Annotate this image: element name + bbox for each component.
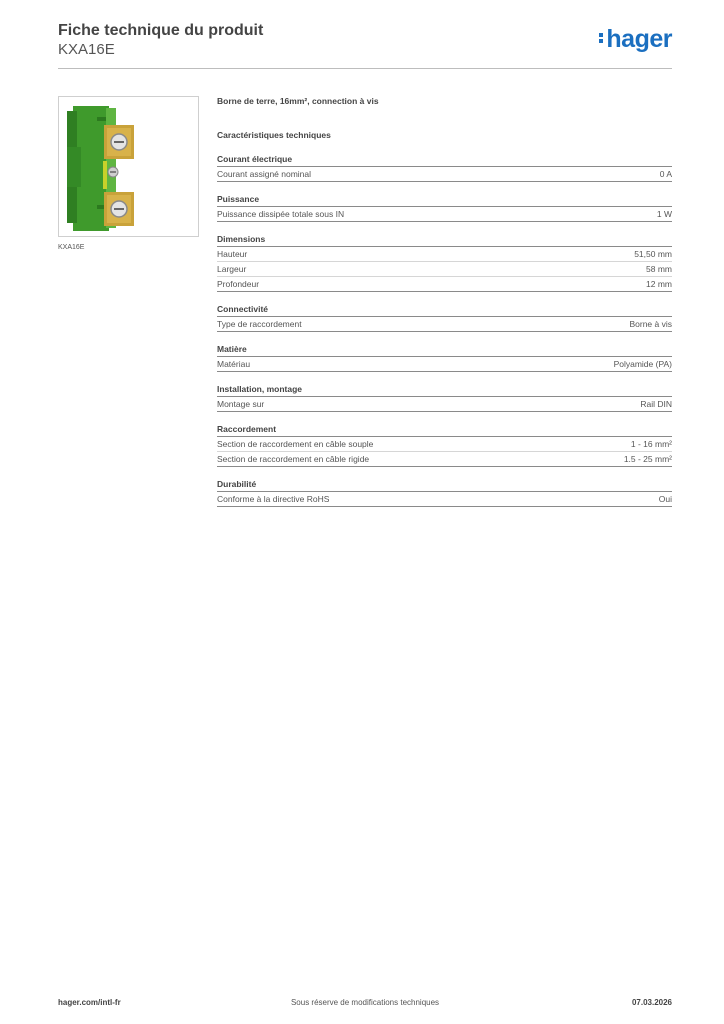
spec-group-title: Connectivité bbox=[217, 303, 672, 317]
spec-group-title: Raccordement bbox=[217, 423, 672, 437]
spec-label: Profondeur bbox=[217, 279, 260, 289]
spec-label: Puissance dissipée totale sous IN bbox=[217, 209, 345, 219]
hager-logo bbox=[599, 25, 672, 54]
spec-value: 1 W bbox=[656, 209, 672, 219]
spec-group-title: Matière bbox=[217, 343, 672, 357]
spec-group bbox=[217, 193, 672, 222]
spec-value: Polyamide (PA) bbox=[613, 359, 672, 369]
spec-value: 51,50 mm bbox=[634, 249, 672, 259]
spec-row bbox=[217, 437, 672, 452]
spec-label: Section de raccordement en câble souple bbox=[217, 439, 374, 449]
spec-value: Borne à vis bbox=[629, 319, 672, 329]
image-caption: KXA16E bbox=[58, 244, 85, 251]
spec-value: Oui bbox=[658, 494, 672, 504]
spec-label: Section de raccordement en câble rigide bbox=[217, 454, 370, 464]
spec-group bbox=[217, 478, 672, 507]
spec-value: 1.5 - 25 mm² bbox=[623, 454, 672, 464]
spec-row bbox=[217, 167, 672, 182]
spec-row bbox=[217, 207, 672, 222]
footer-disclaimer: Sous réserve de modifications techniques bbox=[290, 998, 440, 1007]
spec-row bbox=[217, 317, 672, 332]
spec-label: Courant assigné nominal bbox=[217, 169, 312, 179]
spec-row bbox=[217, 357, 672, 372]
spec-label: Hauteur bbox=[217, 249, 248, 259]
header-divider bbox=[58, 68, 672, 69]
spec-group bbox=[217, 153, 672, 182]
page-header bbox=[58, 21, 672, 69]
logo-dots-icon bbox=[599, 31, 604, 45]
spec-group-title: Installation, montage bbox=[217, 383, 672, 397]
spec-row bbox=[217, 247, 672, 262]
spec-row bbox=[217, 452, 672, 467]
spec-row bbox=[217, 277, 672, 292]
spec-group-title: Puissance bbox=[217, 193, 672, 207]
product-description: Borne de terre, 16mm², connection à vis bbox=[217, 96, 379, 106]
spec-row bbox=[217, 262, 672, 277]
spec-row bbox=[217, 492, 672, 507]
spec-group bbox=[217, 383, 672, 412]
spec-group-title: Durabilité bbox=[217, 478, 672, 492]
spec-label: Conforme à la directive RoHS bbox=[217, 494, 330, 504]
spec-value: 0 A bbox=[659, 169, 672, 179]
spec-label: Montage sur bbox=[217, 399, 265, 409]
product-image bbox=[58, 96, 199, 237]
spec-group bbox=[217, 233, 672, 292]
spec-groups bbox=[217, 153, 672, 507]
spec-label: Type de raccordement bbox=[217, 319, 302, 329]
spec-value: 58 mm bbox=[646, 264, 672, 274]
logo-text: hager bbox=[606, 25, 672, 53]
spec-section bbox=[217, 94, 672, 507]
spec-label: Matériau bbox=[217, 359, 251, 369]
spec-group-title: Courant électrique bbox=[217, 153, 672, 167]
spec-row bbox=[217, 397, 672, 412]
footer-date: 07.03.2026 bbox=[631, 998, 672, 1007]
spec-value: Rail DIN bbox=[640, 399, 672, 409]
spec-heading: Caractéristiques techniques bbox=[217, 130, 331, 140]
spec-label: Largeur bbox=[217, 264, 247, 274]
page-title: Fiche technique du produit bbox=[58, 22, 264, 39]
spec-group bbox=[217, 423, 672, 467]
spec-group-title: Dimensions bbox=[217, 233, 672, 247]
spec-group bbox=[217, 303, 672, 332]
spec-group bbox=[217, 343, 672, 372]
product-code: KXA16E bbox=[58, 41, 115, 58]
spec-value: 1 - 16 mm² bbox=[630, 439, 672, 449]
spec-value: 12 mm bbox=[646, 279, 672, 289]
footer-website: hager.com/intl-fr bbox=[58, 998, 121, 1007]
terminal-block-image bbox=[59, 97, 198, 236]
